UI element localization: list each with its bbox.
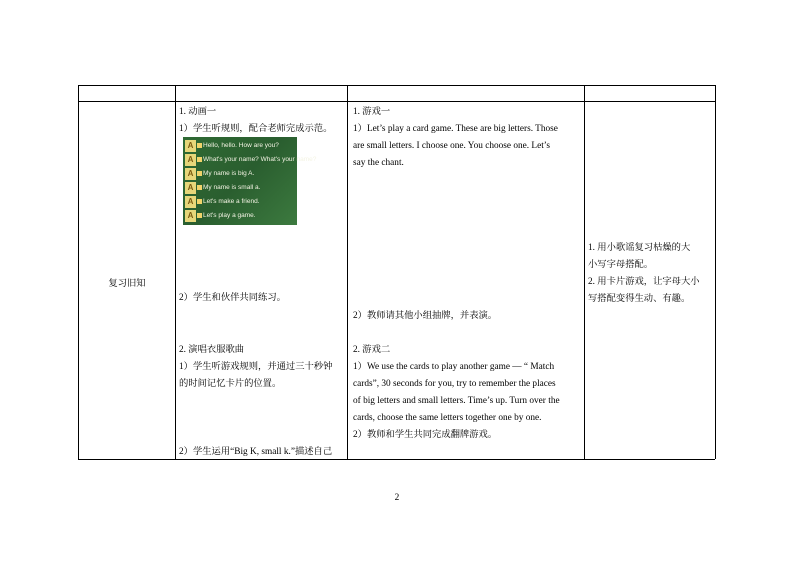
col3-p4: 2）教师和学生共同完成翻牌游戏。 — [353, 430, 498, 440]
col2-line4: 2）学生运用“Big K, small k.”描述自己 — [179, 447, 333, 457]
col-border-2 — [347, 85, 348, 459]
bullet-icon — [197, 199, 202, 204]
image-line: My name is small a. — [203, 184, 261, 191]
col2-line3b: 的时间记忆卡片的位置。 — [179, 379, 282, 389]
col2-line3a: 1）学生听游戏规则，并通过三十秒钟 — [179, 362, 333, 372]
letter-a-icon: A — [185, 154, 196, 166]
col3-p1c: say the chant. — [353, 158, 404, 168]
chant-image — [183, 137, 317, 225]
bullet-icon — [197, 185, 202, 190]
bullet-icon — [197, 171, 202, 176]
col-border-3 — [584, 85, 585, 459]
bullet-icon — [197, 143, 202, 148]
bullet-icon — [197, 157, 202, 162]
table-bottom-border — [78, 459, 715, 460]
col-border-right — [715, 85, 716, 459]
letter-a-icon: A — [185, 182, 196, 194]
letter-a-icon: A — [185, 168, 196, 180]
col-border-left — [78, 85, 79, 459]
col2-title1: 1. 动画一 — [179, 107, 217, 117]
bullet-icon — [197, 213, 202, 218]
col4-l2: 小写字母搭配。 — [588, 260, 654, 270]
col4-l3: 2. 用卡片游戏，让字母大小 — [588, 277, 700, 287]
image-line: Let's make a friend. — [203, 198, 260, 205]
image-line: What's your name? What's your name? — [203, 156, 317, 163]
col3-p3b: cards”, 30 seconds for you, try to remember the places — [353, 379, 556, 389]
image-line: Hello, hello. How are you? — [203, 142, 279, 149]
col2-title2: 2. 演唱衣服歌曲 — [179, 345, 245, 355]
col3-p3a: 1）We use the cards to play another game — “ Match — [353, 362, 555, 372]
image-line: My name is big A. — [203, 170, 255, 177]
col4-l1: 1. 用小歌谣复习枯燥的大 — [588, 243, 691, 253]
letter-a-icon: A — [185, 210, 196, 222]
col3-p3c: of big letters and small letters. Time’s up. Turn over the — [353, 396, 560, 406]
col3-p1b: are small letters. I choose one. You choose one. Let’s — [353, 141, 550, 151]
image-line: Let's play a game. — [203, 212, 256, 219]
letter-a-icon: A — [185, 140, 196, 152]
col3-p2: 2）教师请其他小组抽牌，并表演。 — [353, 311, 498, 321]
page-number: 2 — [394, 493, 400, 503]
col3-title2: 2. 游戏二 — [353, 345, 391, 355]
col4-l4: 写搭配变得生动、有趣。 — [588, 294, 691, 304]
col3-p1a: 1）Let’s play a card game. These are big letters. Those — [353, 124, 558, 134]
col3-p3d: cards, choose the same letters together one by one. — [353, 413, 542, 423]
letter-a-icon: A — [185, 196, 196, 208]
col3-title1: 1. 游戏一 — [353, 107, 391, 117]
col-border-1 — [175, 85, 176, 459]
row-label: 复习旧知 — [108, 279, 146, 289]
header-row-border — [78, 101, 715, 102]
col2-line2: 2）学生和伙伴共同练习。 — [179, 293, 286, 303]
table-top-border — [78, 85, 715, 86]
col2-line1: 1）学生听规则，配合老师完成示范。 — [179, 124, 333, 134]
